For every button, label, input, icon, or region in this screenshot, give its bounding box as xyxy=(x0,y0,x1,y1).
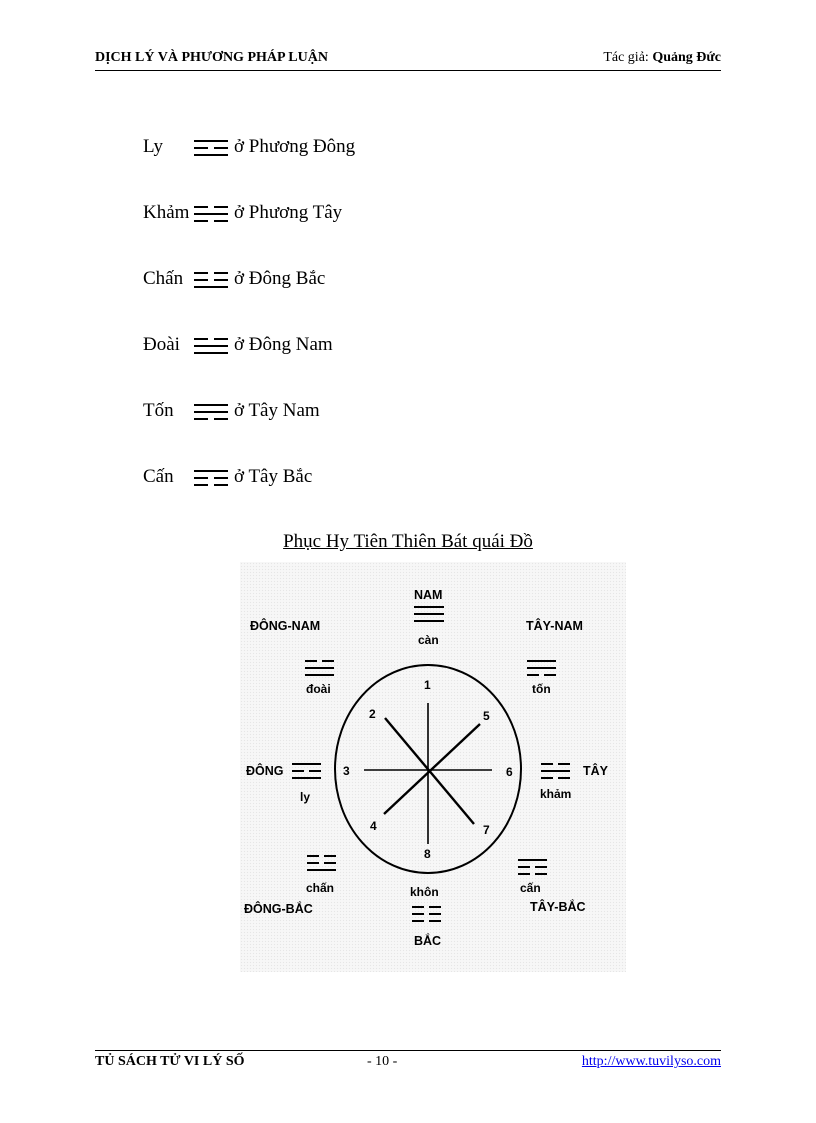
trigram-name: Chấn xyxy=(143,268,184,289)
trigram-name: Đoài xyxy=(143,334,180,355)
trigram-khon-icon xyxy=(412,906,441,922)
label-tay-bac: TÂY-BẮC xyxy=(530,900,586,914)
label-chan: chấn xyxy=(306,881,335,895)
trigram-doai-icon xyxy=(194,337,228,355)
header-author xyxy=(603,50,721,66)
page-header xyxy=(95,50,721,71)
number-4: 4 xyxy=(370,819,377,833)
trigram-name: Ly xyxy=(143,136,164,157)
label-tay-nam: TÂY-NAM xyxy=(526,619,583,633)
number-2: 2 xyxy=(369,707,376,721)
number-5: 5 xyxy=(483,709,490,723)
trigram-chan-icon xyxy=(194,271,228,289)
number-3: 3 xyxy=(343,764,350,778)
number-7: 7 xyxy=(483,823,490,837)
label-ton: tốn xyxy=(532,682,551,696)
axis-diagonal-2 xyxy=(384,724,480,814)
trigram-direction: ở Phương Đông xyxy=(234,136,356,157)
trigram-direction: ở Đông Nam xyxy=(234,334,333,355)
author-label: Tác giả: xyxy=(603,50,649,65)
trigram-kham-diagram-icon xyxy=(541,763,570,779)
trigram-direction: ở Tây Nam xyxy=(234,400,320,421)
trigram-can-mountain-icon xyxy=(518,859,547,875)
trigram-ly-diagram-icon xyxy=(292,763,321,779)
trigram-can-heaven-icon xyxy=(414,606,444,622)
trigram-name: Cấn xyxy=(143,466,174,487)
trigram-ton-icon xyxy=(194,403,228,421)
label-doai: đoài xyxy=(306,682,331,696)
number-1: 1 xyxy=(424,678,431,692)
trigram-kham-icon xyxy=(194,205,228,223)
label-can-bottom: cấn xyxy=(520,881,541,895)
page-number: - 10 - xyxy=(367,1054,398,1069)
diagram-caption: Phục Hy Tiên Thiên Bát quái Đồ xyxy=(283,531,533,552)
trigram-direction: ở Phương Tây xyxy=(234,202,343,223)
number-8: 8 xyxy=(424,847,431,861)
label-can-top: càn xyxy=(418,633,439,647)
trigram-name: Khảm xyxy=(143,202,190,223)
bagua-diagram xyxy=(240,562,626,972)
page-footer xyxy=(95,1050,721,1073)
label-dong-bac: ĐÔNG-BẮC xyxy=(244,902,313,916)
label-nam: NAM xyxy=(414,588,443,602)
number-6: 6 xyxy=(506,765,513,779)
trigram-name: Tốn xyxy=(143,400,174,421)
trigram-can-icon xyxy=(194,469,228,487)
trigram-doai-diagram-icon xyxy=(305,660,334,676)
label-bac: BẮC xyxy=(414,934,442,948)
label-khon: khôn xyxy=(410,885,439,899)
trigram-ly-icon xyxy=(194,139,228,157)
bagua-diagram-svg xyxy=(240,562,626,972)
author-name: Quảng Đức xyxy=(652,50,721,65)
footer-book-title: TỦ SÁCH TỬ VI LÝ SỐ xyxy=(95,1054,245,1069)
trigram-chan-diagram-icon xyxy=(307,855,336,871)
label-kham: khảm xyxy=(540,787,572,801)
trigram-direction: ở Tây Bắc xyxy=(234,466,313,487)
label-tay: TÂY xyxy=(583,764,608,778)
label-dong: ĐÔNG xyxy=(246,764,284,778)
header-title: DỊCH LÝ VÀ PHƯƠNG PHÁP LUẬN xyxy=(95,50,328,65)
trigram-ton-diagram-icon xyxy=(527,660,556,676)
trigram-direction: ở Đông Bắc xyxy=(234,268,326,289)
label-ly: ly xyxy=(300,790,311,804)
label-dong-nam: ĐÔNG-NAM xyxy=(250,619,321,633)
footer-link[interactable]: http://www.tuvilyso.com xyxy=(581,1054,721,1069)
